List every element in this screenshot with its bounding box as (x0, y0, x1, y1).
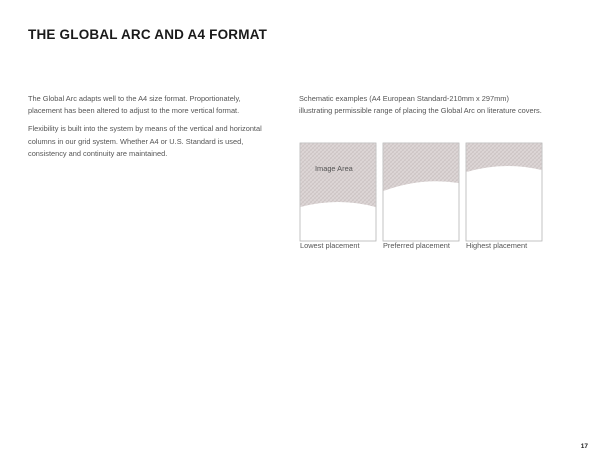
schematic-description-column (299, 93, 544, 117)
caption-highest-placement: Highest placement (466, 241, 528, 250)
image-area-label: Image Area (315, 164, 353, 173)
caption-lowest-placement: Lowest placement (300, 241, 360, 250)
page-number: 17 (580, 443, 588, 450)
caption-preferred-placement: Preferred placement (383, 241, 450, 250)
placement-schematics (299, 142, 544, 242)
placement-examples (299, 142, 544, 256)
highest-placement-schematic (466, 143, 542, 241)
schematic-description: Schematic examples (A4 European Standard-210mm x 297mm) illustrating permissible range of placing the Global Arc on literature covers. (299, 94, 542, 116)
intro-text-column (28, 93, 273, 166)
preferred-placement-schematic (383, 143, 459, 241)
lowest-placement-image-area (300, 143, 375, 207)
intro-paragraph-1: The Global Arc adapts well to the A4 size format. Proportionately, placement has been altered to adjust to the more vertical format. (28, 94, 241, 116)
intro-paragraph-2: Flexibility is built into the system by means of the vertical and horizontal columns in our grid system. Whether A4 or U.S. Standard is used, consistency and continuity are maintained. (28, 124, 262, 158)
lowest-placement-schematic (300, 143, 376, 241)
page-title: THE GLOBAL ARC AND A4 FORMAT (28, 27, 268, 42)
